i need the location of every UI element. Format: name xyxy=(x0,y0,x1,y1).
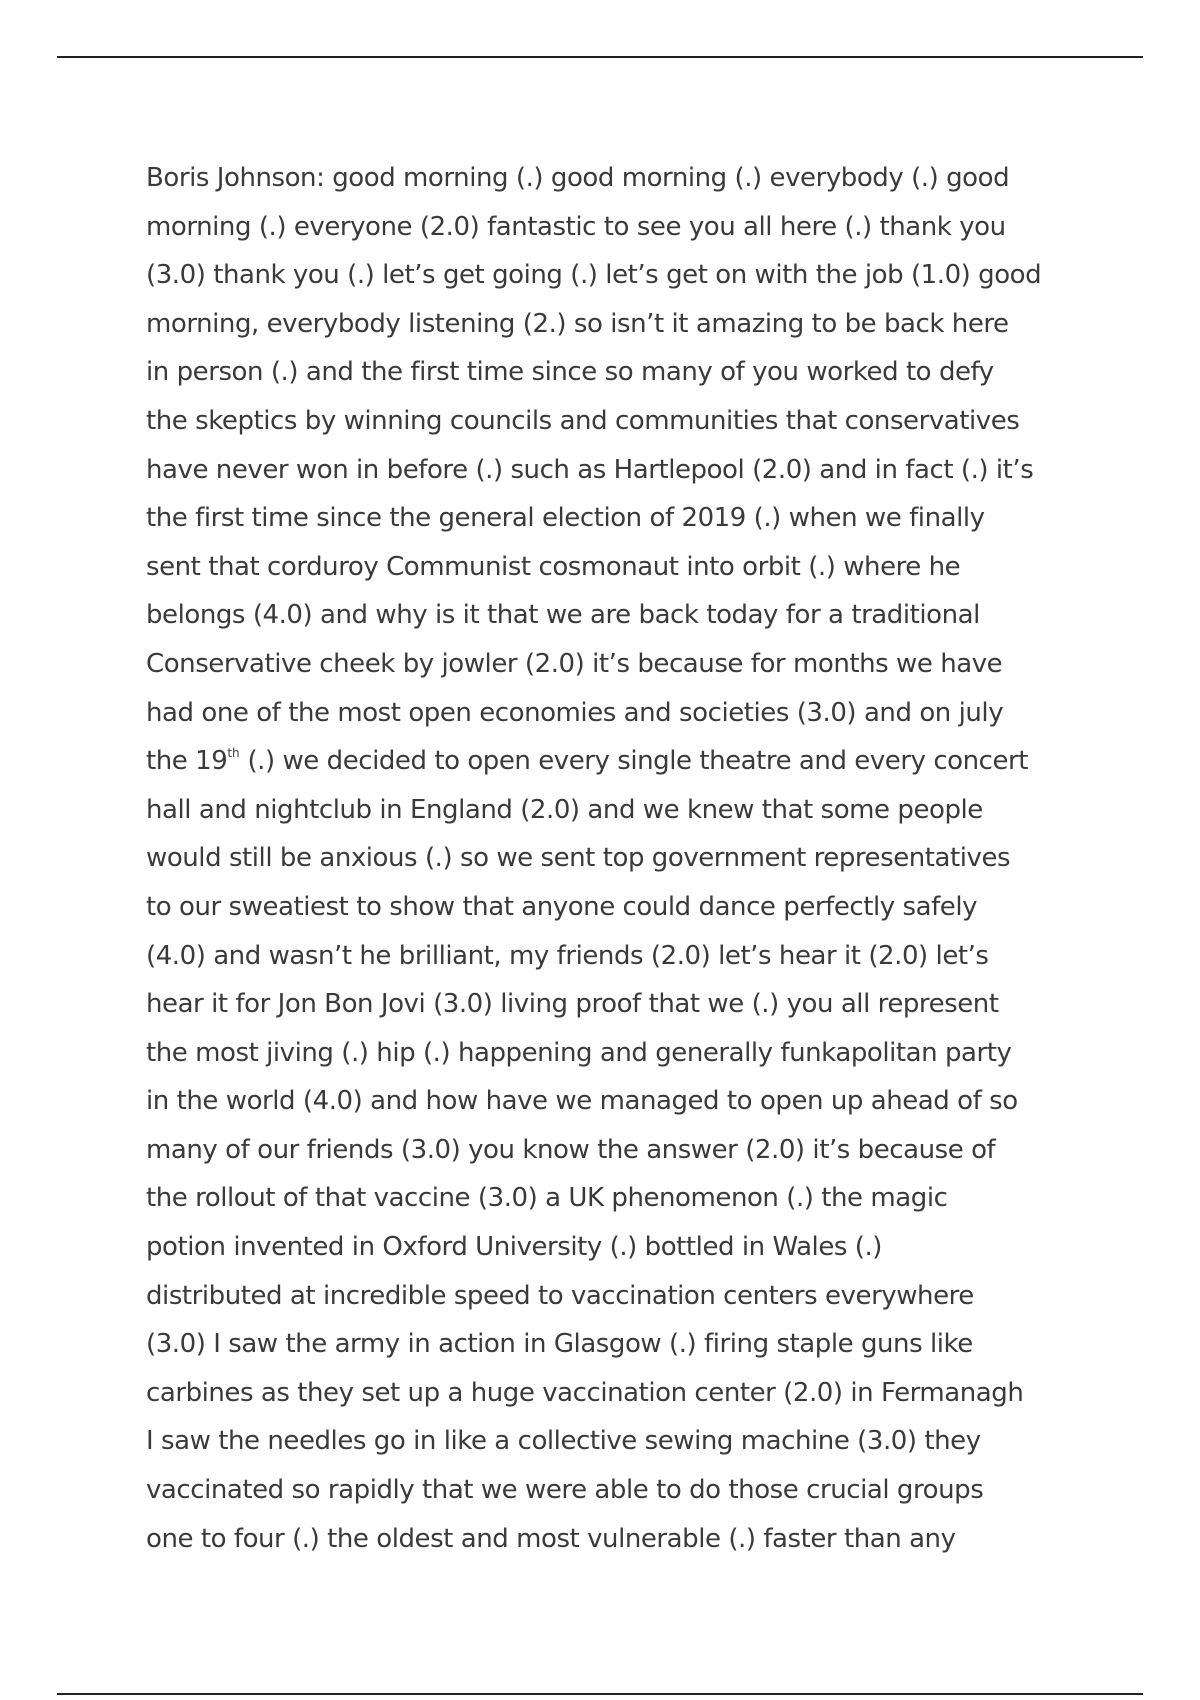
transcript-line: the skeptics by winning councils and communities that conservatives xyxy=(146,405,1020,436)
line-text: good morning (.) good morning (.) everybody (.) good xyxy=(324,163,1010,193)
transcript-line: hear it for Jon Bon Jovi (3.0) living proof that we (.) you all represent xyxy=(146,989,999,1020)
transcript-line: I saw the needles go in like a collective sewing machine (3.0) they xyxy=(146,1426,981,1457)
transcript-line: to our sweatiest to show that anyone could dance perfectly safely xyxy=(146,891,978,922)
transcript-line: belongs (4.0) and why is it that we are back today for a traditional xyxy=(146,600,980,631)
transcript-line: had one of the most open economies and societies (3.0) and on july xyxy=(146,697,1004,728)
line-text: (.) we decided to open every single theatre and every concert xyxy=(239,746,1029,777)
transcript-line: vaccinated so rapidly that we were able to do those crucial groups xyxy=(146,1475,984,1506)
transcript-line: hall and nightclub in England (2.0) and we knew that some people xyxy=(146,794,983,825)
transcript-line: Conservative cheek by jowler (2.0) it’s because for months we have xyxy=(146,648,1003,679)
transcript-line: (4.0) and wasn’t he brilliant, my friends (2.0) let’s hear it (2.0) let’s xyxy=(146,940,989,971)
transcript-line: one to four (.) the oldest and most vulnerable (.) faster than any xyxy=(146,1523,956,1554)
transcript-line: the first time since the general election of 2019 (.) when we finally xyxy=(146,503,985,534)
speaker-name: Boris Johnson: xyxy=(146,163,325,193)
transcript-line xyxy=(146,154,1086,203)
transcript-line: in person (.) and the first time since so many of you worked to defy xyxy=(146,357,994,388)
transcript-line: (3.0) I saw the army in action in Glasgow (.) firing staple guns like xyxy=(146,1329,973,1360)
header-rule xyxy=(57,56,1143,58)
transcript-line: morning (.) everyone (2.0) fantastic to see you all here (.) thank you xyxy=(146,211,1006,242)
transcript-body xyxy=(146,154,1086,1563)
line-text: the 19 xyxy=(146,746,228,777)
transcript-line: in the world (4.0) and how have we managed to open up ahead of so xyxy=(146,1086,1018,1117)
ordinal-superscript: th xyxy=(227,746,240,761)
transcript-line: have never won in before (.) such as Hartlepool (2.0) and in fact (.) it’s xyxy=(146,454,1034,485)
transcript-line: potion invented in Oxford University (.) bottled in Wales (.) xyxy=(146,1232,882,1263)
transcript-line: many of our friends (3.0) you know the answer (2.0) it’s because of xyxy=(146,1134,996,1165)
transcript-line: carbines as they set up a huge vaccination center (2.0) in Fermanagh xyxy=(146,1377,1024,1408)
transcript-line: morning, everybody listening (2.) so isn’t it amazing to be back here xyxy=(146,308,1009,339)
footer-rule xyxy=(57,1693,1143,1695)
transcript-line: the rollout of that vaccine (3.0) a UK phenomenon (.) the magic xyxy=(146,1183,948,1214)
transcript-line: the most jiving (.) hip (.) happening and generally funkapolitan party xyxy=(146,1037,1012,1068)
transcript-line xyxy=(146,737,1086,786)
transcript-line: (3.0) thank you (.) let’s get going (.) let’s get on with the job (1.0) good xyxy=(146,260,1042,291)
transcript-line: would still be anxious (.) so we sent top government representatives xyxy=(146,843,1011,874)
transcript-line: distributed at incredible speed to vaccination centers everywhere xyxy=(146,1280,974,1311)
transcript-line: sent that corduroy Communist cosmonaut into orbit (.) where he xyxy=(146,551,961,582)
